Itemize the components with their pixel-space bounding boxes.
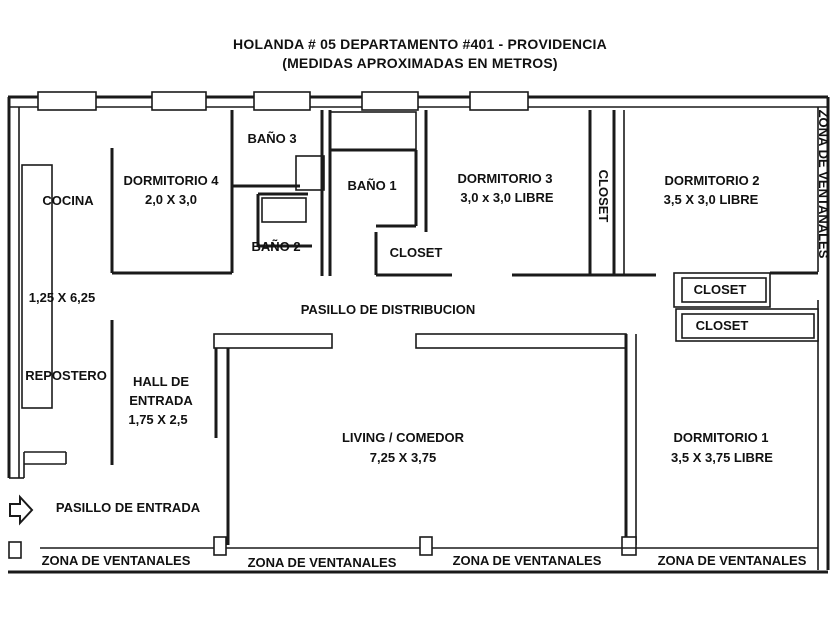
window-top-2 (152, 92, 206, 110)
label-cocina-size: 1,25 X 6,25 (28, 290, 96, 305)
label-bano-1: BAÑO 1 (347, 178, 397, 193)
label-zona-ventanales-1: ZONA DE VENTANALES (41, 553, 191, 568)
label-bano-2: BAÑO 2 (251, 239, 301, 254)
label-closet-a: CLOSET (693, 282, 747, 297)
label-pasillo-entrada: PASILLO DE ENTRADA (55, 500, 201, 515)
label-dormitorio-1-size: 3,5 X 3,75 LIBRE (671, 450, 773, 465)
label-zona-ventanales-2: ZONA DE VENTANALES (247, 555, 397, 570)
label-zona-ventanales-right: ZONA DE VENTANALES (816, 109, 831, 259)
label-cocina: COCINA (42, 193, 94, 208)
shaft (296, 156, 324, 190)
label-living-size: 7,25 X 3,75 (369, 450, 437, 465)
bathtub-1 (330, 112, 416, 150)
plan-subtitle: (MEDIDAS APROXIMADAS EN METROS) (282, 55, 558, 71)
label-closet-b: CLOSET (695, 318, 749, 333)
label-hall-line1: HALL DE (132, 374, 190, 389)
window-top-3 (254, 92, 310, 110)
column-1 (9, 542, 21, 558)
entry-arrow-icon (10, 497, 32, 523)
column-2 (214, 537, 226, 555)
label-dormitorio-3-size: 3,0 x 3,0 LIBRE (460, 190, 554, 205)
label-hall-size: 1,75 X 2,5 (128, 412, 188, 427)
label-living: LIVING / COMEDOR (341, 430, 465, 445)
plan-title: HOLANDA # 05 DEPARTAMENTO #401 - PROVIDENCIA (233, 36, 607, 52)
label-dormitorio-1: DORMITORIO 1 (673, 430, 769, 445)
window-top-5 (470, 92, 528, 110)
label-dormitorio-3: DORMITORIO 3 (457, 171, 553, 186)
window-top-4 (362, 92, 418, 110)
label-pasillo-distribucion: PASILLO DE DISTRIBUCION (300, 302, 476, 317)
column-3 (622, 537, 636, 555)
label-repostero: REPOSTERO (25, 368, 107, 383)
window-top-1 (38, 92, 96, 110)
left-wall (9, 97, 66, 478)
label-dormitorio-2-size: 3,5 X 3,0 LIBRE (663, 192, 759, 207)
label-bano-3: BAÑO 3 (247, 131, 297, 146)
top-wall (8, 92, 828, 110)
label-dormitorio-4-size: 2,0 X 3,0 (144, 192, 198, 207)
label-dormitorio-4: DORMITORIO 4 (123, 173, 219, 188)
label-dormitorio-2: DORMITORIO 2 (664, 173, 760, 188)
label-zona-ventanales-3: ZONA DE VENTANALES (452, 553, 602, 568)
label-closet-vertical: CLOSET (596, 169, 611, 223)
bathtub-2 (262, 198, 306, 222)
column-4 (420, 537, 432, 555)
label-zona-ventanales-4: ZONA DE VENTANALES (657, 553, 807, 568)
label-hall-line2: ENTRADA (129, 393, 193, 408)
label-closet-d3: CLOSET (389, 245, 443, 260)
